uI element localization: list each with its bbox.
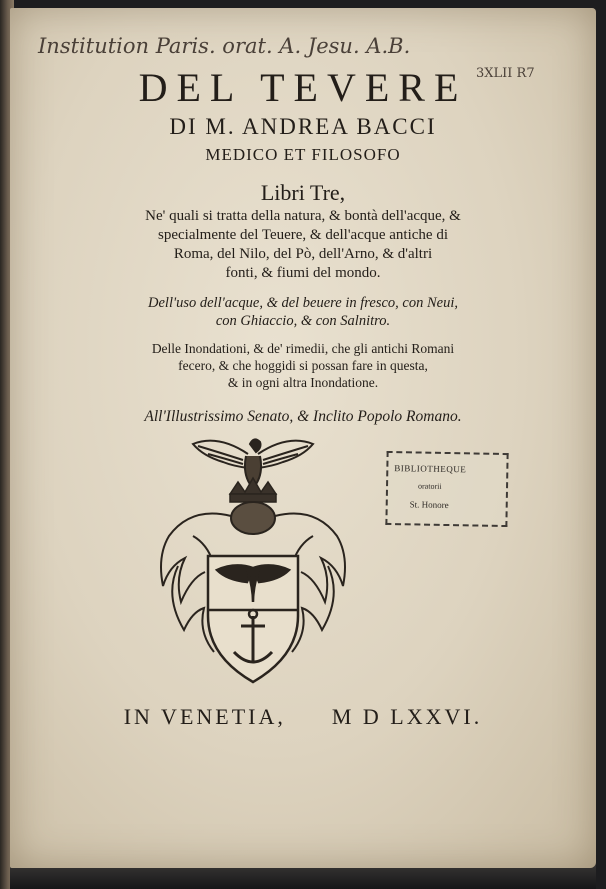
description-line-3: Roma, del Nilo, del Pò, dell'Arno, & d'altri — [173, 246, 433, 262]
author-line: DI M. ANDREA BACCI — [169, 114, 437, 139]
description-line-4: fonti, & fiumi del mondo. — [225, 265, 381, 281]
title-page — [10, 8, 596, 868]
library-stamp — [385, 451, 508, 527]
description-line-1: Ne' quali si tratta della natura, & bontà dell'acque, & — [145, 208, 461, 224]
imprint-place: IN VENETIA, — [123, 704, 286, 729]
inundation-line-3: & in ogni altra Inondatione. — [227, 375, 379, 390]
inundation-line-1: Delle Inondationi, & de' rimedii, che gli antichi Romani — [151, 341, 455, 356]
inundation-line-2: fecero, & che hoggidi si possan fare in questa, — [178, 358, 428, 373]
italic-line-1: Dell'uso dell'acque, & del beuere in fresco, con Neui, — [148, 295, 458, 311]
handwritten-provenance-note: Institution Paris. orat. A. Jesu. A.B. — [38, 34, 411, 58]
coat-of-arms-woodcut — [138, 426, 368, 696]
stamp-line-3: St. Honore — [409, 499, 449, 511]
description-line-2: specialmente del Teuere, & dell'acque antiche di — [158, 227, 448, 243]
imprint-line — [10, 704, 596, 730]
book-title: DEL TEVERE — [138, 65, 468, 110]
dedication-line: All'Illustrissimo Senato, & Inclito Popolo Romano. — [144, 408, 462, 425]
stamp-line-1: BIBLIOTHEQUE — [394, 463, 467, 475]
profession-line: MEDICO ET FILOSOFO — [205, 145, 401, 164]
stamp-line-2: oratorii — [417, 481, 442, 491]
italic-line-2: con Ghiaccio, & con Salnitro. — [215, 313, 391, 329]
shelfmark-note: 3XLII R7 — [476, 66, 535, 81]
imprint-year: M D LXXVI. — [331, 704, 483, 729]
libri-line: Libri Tre, — [260, 180, 346, 205]
